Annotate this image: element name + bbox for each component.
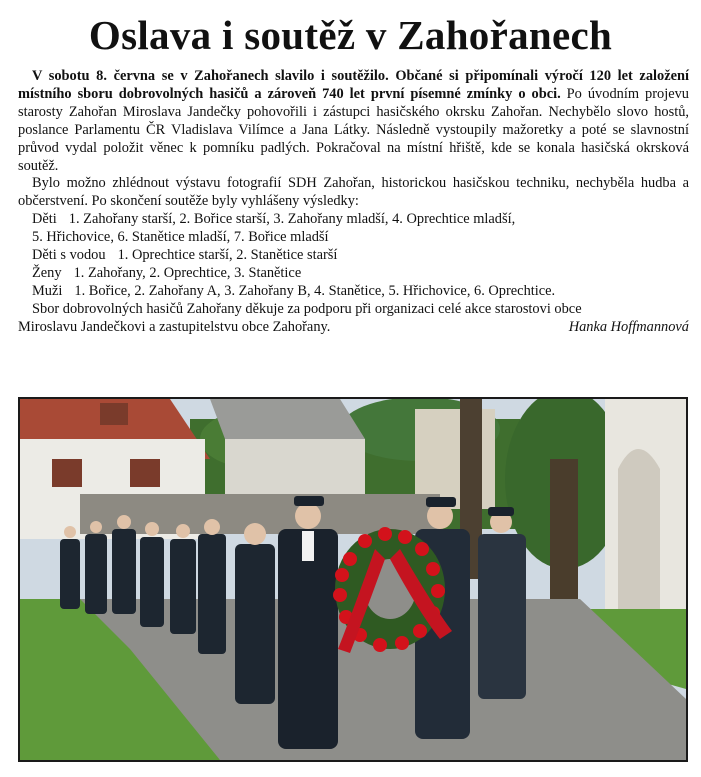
intro-text: Po úvodním projevu starosty Zahořan Miroslava Jandečky pohovořili i zástupci hasičského okrsku Zahořan. Nechybělo slovo hostů, poslance Parlamentu ČR Vladislava Vilímce a Jana Látky. Následně vystoupily mažoretky a poté se slavnostní průvod vydal položit věnec k pomníku padlých. Pokračoval na místní hřiště, kde se konala hasičská okrsková soutěž. [18,85,689,174]
results-text: 1. Bořice, 2. Zahořany A, 3. Zahořany B, 4. Stanětice, 5. Hřichovice, 6. Oprechtice. [74,282,556,299]
category-label: Děti [32,211,57,228]
parade-photo [18,397,688,762]
results-zeny [18,265,689,283]
author-byline: Hanka Hoffmannová [568,318,689,335]
results-deti [18,211,689,229]
results-text: 1. Oprechtice starší, 2. Stanětice starší [117,247,338,264]
category-label: Muži [32,282,63,299]
article-body [18,68,689,337]
results-deti-s-vodou [18,247,689,265]
lead-marcher-face [295,503,321,529]
marcher [235,544,275,704]
lead-text: V sobotu 8. června se v Zahořanech slavilo i soutěžilo. Občané si připomínali výročí 120 let založení místního sboru dobrovolných hasičů a zároveň 740 let první písemné zmínky o obci. [18,68,689,102]
lead-marcher [278,529,338,749]
paragraph-thanks: Sbor dobrovolných hasičů Zahořany děkuje za podporu při organizaci celé akce starostovi obce [32,300,582,317]
cap [426,497,456,507]
cap [294,496,324,506]
marcher-face [244,523,266,545]
closing-line [18,319,689,337]
results-text: 1. Zahořany starší, 2. Bořice starší, 3. Zahořany mladší, 4. Oprechtice mladší, [68,211,516,228]
paragraph-exhibition: Bylo možno zhlédnout výstavu fotografií SDH Zahořan, historickou hasičskou techniku, nechyběla hudba a občerstvení. Po skončení soutěže byly vyhlášeny výsledky: [18,175,689,210]
parade-photo-illustration [20,399,686,760]
marcher [478,534,526,699]
shirt [302,531,314,561]
thanks-text: Miroslavu Jandečkovi a zastupitelstvu obce Zahořany. [18,318,331,335]
house-window [130,459,160,487]
results-muzi [18,283,689,301]
article-title: Oslava i soutěž v Zahořanech [88,12,613,58]
house-roof [210,399,365,439]
results-deti-continued: 5. Hřichovice, 6. Stanětice mladší, 7. Bořice mladší [32,229,329,246]
house-window [100,403,128,425]
category-label: Ženy [32,264,62,281]
paragraph-intro [18,68,689,175]
house-window [52,459,82,487]
category-label: Děti s vodou [32,247,106,264]
results-text: 1. Zahořany, 2. Oprechtice, 3. Stanětice [73,264,302,281]
cap [488,507,514,516]
